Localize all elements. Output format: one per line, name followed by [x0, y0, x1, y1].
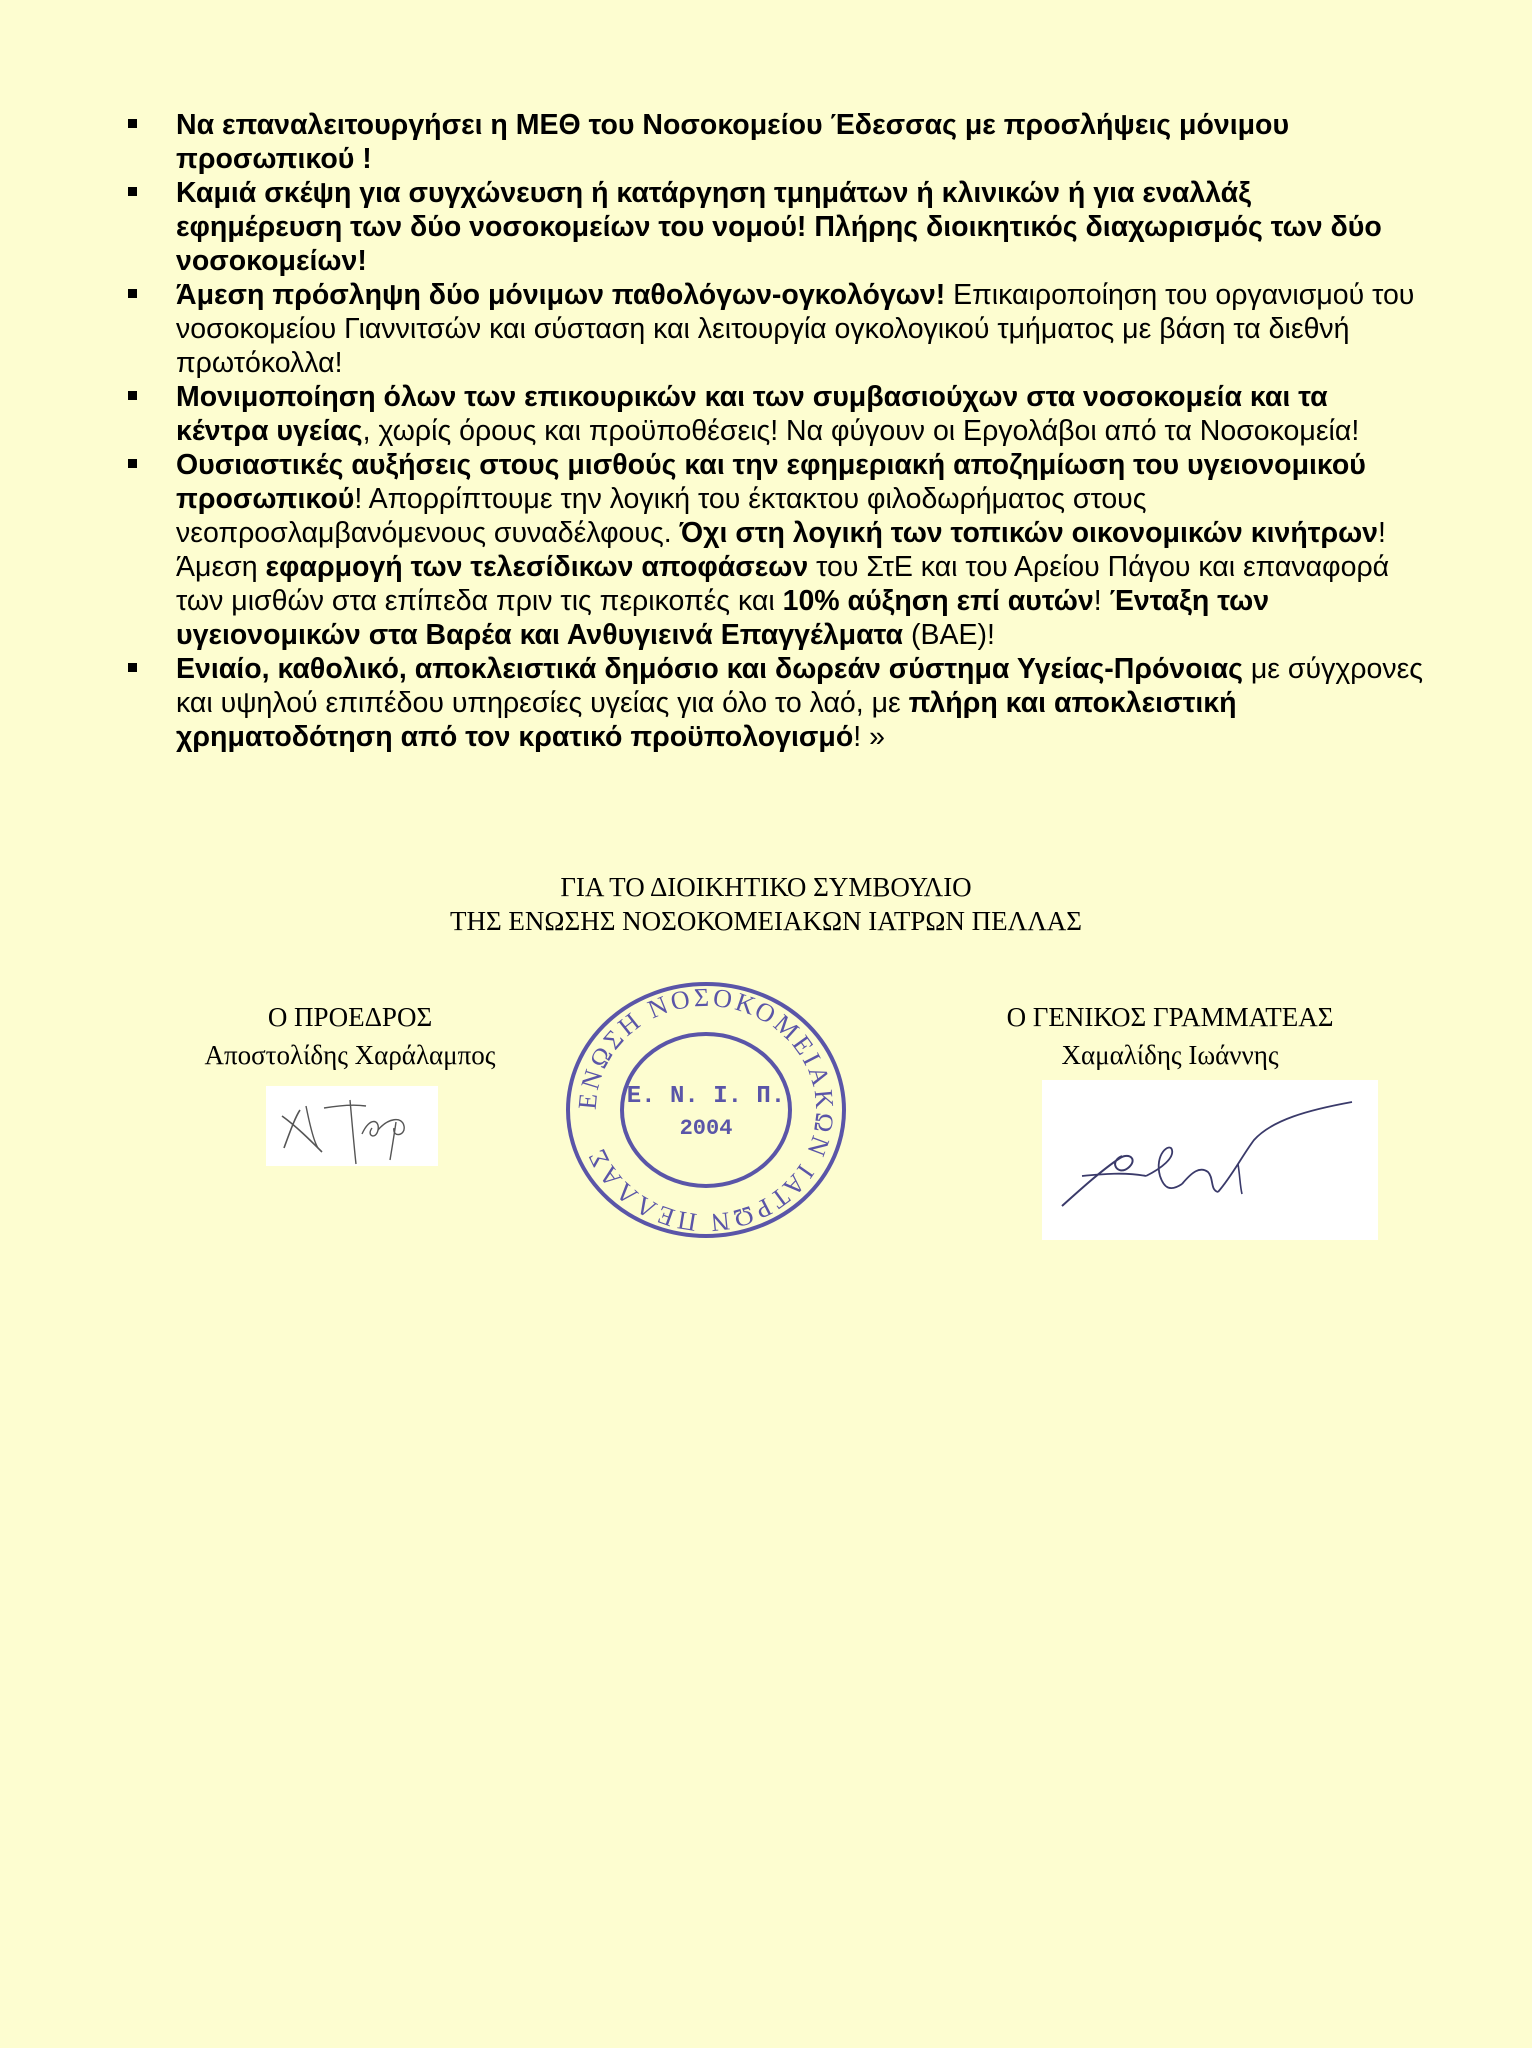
demand-text — [176, 449, 1389, 651]
president-title: Ο ΠΡΟΕΔΡΟΣ — [267, 1002, 433, 1032]
president-signature — [266, 1086, 438, 1166]
council-heading-line2: ΤΗΣ ΕΝΩΣΗΣ ΝΟΣΟΚΟΜΕΙΑΚΩΝ ΙΑΤΡΩΝ ΠΕΛΛΑΣ — [449, 906, 1083, 936]
demand-bold-segment: Άμεση πρόσληψη δύο μόνιμων παθολόγων-ογκολόγων! — [176, 279, 946, 311]
demand-segment: (ΒΑΕ)! — [903, 619, 995, 651]
stamp-center-year: 2004 — [679, 1116, 733, 1141]
demand-segment: ! — [1093, 585, 1110, 617]
demand-segment: του ΣτΕ και του Αρείου Πάγου και επαναφορά των μισθών στα επίπεδα πριν τις περικοπές και — [176, 551, 1390, 617]
president-name: Αποστολίδης Χαράλαμπος — [204, 1040, 496, 1070]
demand-item — [124, 448, 1424, 652]
demand-bold-segment: Να επαναλειτουργήσει η ΜΕΘ του Νοσοκομείου Έδεσσας με προσλήψεις μόνιμου προσωπικού ! — [176, 109, 1290, 175]
demand-bold-segment: Ουσιαστικές αυξήσεις στους μισθούς και την εφημεριακή αποζημίωση του υγειονομικού προσωπικού — [176, 449, 1366, 515]
secretary-signature-icon — [1042, 1080, 1378, 1240]
stamp-center-initials: Ε. Ν. Ι. Π. — [626, 1083, 786, 1110]
demand-segment: Επικαιροποίηση του οργανισμού του νοσοκομείου Γιαννιτσών και σύσταση και λειτουργία ογκολογικού τμήματος με βάση τα διεθνή πρωτόκολλα! — [176, 279, 1415, 379]
demand-text — [176, 109, 1289, 175]
square-bullet-icon — [128, 459, 137, 468]
president-signature-icon — [266, 1086, 438, 1166]
demand-bold-segment: πλήρη και αποκλειστική χρηματοδότηση από τον κρατικό προϋπολογισμό — [176, 687, 1237, 753]
demand-item — [124, 108, 1424, 176]
demand-bold-segment: Ενιαίο, καθολικό, αποκλειστικά δημόσιο και δωρεάν σύστημα Υγείας-Πρόνοιας — [176, 653, 1243, 685]
stamp-ring-text — [573, 983, 840, 1238]
demand-item — [124, 176, 1424, 278]
square-bullet-icon — [128, 391, 137, 400]
demand-segment: ! Απορρίπτουμε την λογική του έκτακτου φιλοδωρήματος στους νεοπροσλαμβανόμενους συναδέλφους. — [176, 483, 1147, 549]
demand-bold-segment: Μονιμοποίηση όλων των επικουρικών και των συμβασιούχων στα νοσοκομεία και τα κέντρα υγείας — [176, 381, 1328, 447]
demand-segment: ! Άμεση — [176, 517, 1386, 583]
demand-text — [176, 177, 1382, 277]
square-bullet-icon — [128, 663, 137, 672]
demand-segment: με σύγχρονες και υψηλού επιπέδου υπηρεσίες υγείας για όλο το λαό, με — [176, 653, 1424, 719]
demand-bold-segment: Όχι στη λογική των τοπικών οικονομικών κινήτρων — [679, 517, 1379, 549]
president-block — [150, 998, 550, 1074]
demand-bold-segment: Ένταξη των υγειονομικών στα Βαρέα και Ανθυγιεινά Επαγγέλματα — [176, 585, 1270, 651]
demand-bold-segment: 10% αύξηση επί αυτών — [782, 585, 1094, 617]
secretary-name: Χαμαλίδης Ιωάννης — [1061, 1040, 1279, 1070]
stamp-ring-textpath: ΕΝΩΣΗ ΝΟΣΟΚΟΜΕΙΑΚΩΝ ΙΑΤΡΩΝ ΠΕΛΛΑΣ — [572, 982, 840, 1238]
demand-item — [124, 380, 1424, 448]
stamp-seal-icon — [552, 978, 860, 1242]
square-bullet-icon — [128, 119, 137, 128]
demand-text — [176, 279, 1414, 379]
secretary-signature — [1042, 1080, 1378, 1240]
demand-item — [124, 278, 1424, 380]
demand-bold-segment: Καμιά σκέψη για συγχώνευση ή κατάργηση τμημάτων ή κλινικών ή για εναλλάξ εφημέρευση των δύο νοσοκομείων του νομού! Πλήρης διοικητικός διαχωρισμός των δύο νοσοκομείων! — [176, 177, 1382, 277]
union-stamp — [552, 978, 860, 1242]
demand-text — [176, 381, 1359, 447]
demand-bold-segment: εφαρμογή των τελεσίδικων αποφάσεων — [265, 551, 809, 583]
council-heading-line1: ΓΙΑ ΤΟ ΔΙΟΙΚΗΤΙΚΟ ΣΥΜΒΟΥΛΙΟ — [560, 872, 972, 902]
demand-segment: , χωρίς όρους και προϋποθέσεις! Να φύγουν οι Εργολάβοι από τα Νοσοκομεία! — [362, 415, 1360, 447]
secretary-block — [950, 998, 1390, 1074]
demands-list — [124, 108, 1424, 754]
secretary-title: Ο ΓΕΝΙΚΟΣ ΓΡΑΜΜΑΤΕΑΣ — [1006, 1002, 1334, 1032]
square-bullet-icon — [128, 289, 137, 298]
square-bullet-icon — [128, 187, 137, 196]
demand-text — [176, 653, 1423, 753]
demand-item — [124, 652, 1424, 754]
demand-segment: ! » — [853, 721, 885, 753]
